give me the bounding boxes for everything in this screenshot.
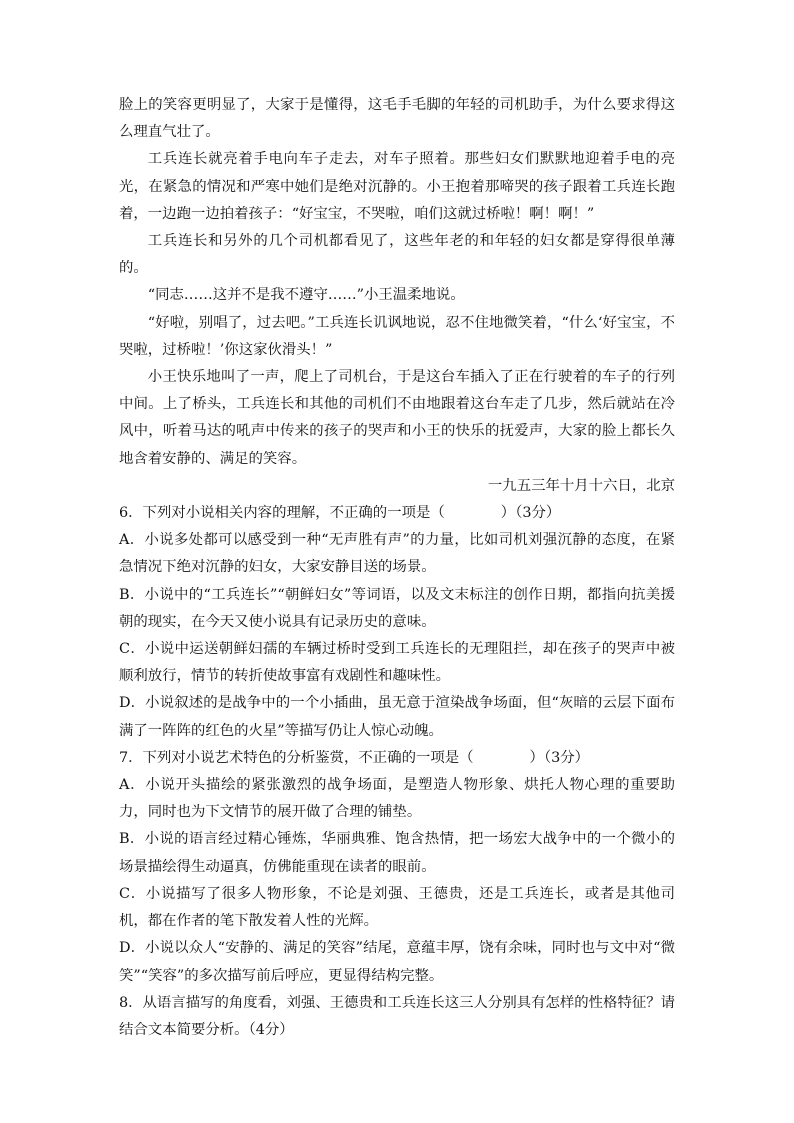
question-6-stem [119,500,675,527]
question-7-stem [119,745,675,772]
question-7-stem-text: 7．下列对小说艺术特色的分析鉴赏，不正确的一项是（ [119,749,474,766]
question-6-option-d: D．小说叙述的是战争中的一个小插曲，虽无意于渲染战争场面，但“灰暗的云层下面布满了一阵阵的红色的火星”等描写仍让人惊心动魄。 [119,695,675,739]
story-paragraph-5: “好啦，别唱了，过去吧。”工兵连长讥讽地说，忍不住地微笑着，“什么‘好宝宝，不哭啦，过桥啦！’你这家伙滑头！” [119,314,675,358]
story-paragraph-3: 工兵连长和另外的几个司机都看见了，这些年老的和年轻的妇女都是穿得很单薄的。 [119,233,675,277]
question-7 [119,745,675,990]
story-paragraph-4: “同志……这并不是我不遵守……”小王温柔地说。 [147,287,465,304]
question-7-option-b: B．小说的语言经过精心锤炼，华丽典雅、饱含热情，把一场宏大战争中的一个微小的场景描绘得生动逼真，仿佛能重现在读者的眼前。 [119,831,675,875]
story-paragraph-1: 脸上的笑容更明显了，大家于是懂得，这毛手毛脚的年轻的司机助手，为什么要求得这么理直气壮了。 [119,97,675,141]
question-6-stem-text: 6．下列对小说相关内容的理解，不正确的一项是（ [119,505,445,522]
question-6-option-b: B．小说中的“工兵连长”“朝鲜妇女”等词语，以及文末标注的创作日期，都指向抗美援朝的现实，在今天又使小说具有记录历史的意味。 [119,586,675,630]
question-6-option-a: A．小说多处都可以感受到一种“无声胜有声”的力量，比如司机刘强沉静的态度，在紧急情况下绝对沉静的妇女，大家安静目送的场景。 [119,532,675,576]
question-7-option-c: C．小说描写了很多人物形象，不论是刘强、王德贵，还是工兵连长，或者是其他司机，都在作者的笔下散发着人性的光辉。 [119,885,675,930]
question-8 [119,990,675,1044]
question-8-text: 8．从语言描写的角度看，刘强、王德贵和工兵连长这三人分别具有怎样的性格特征？请结合文本简要分析。（4分） [119,994,676,1038]
story-paragraph-6: 小王快乐地叫了一声，爬上了司机台，于是这台车插入了正在行驶着的车子的行列中间。上了桥头，工兵连长和其他的司机们不由地跟着这台车走了几步，然后就站在冷风中，听着马达的吼声中传来的孩子的哭声和小王的快乐的抚爱声，大家的脸上都长久地含着安静的、满足的笑容。 [119,369,675,467]
question-6-score: ）（3分） [500,505,561,522]
question-6-option-c: C．小说中运送朝鲜妇孺的车辆过桥时受到工兵连长的无理阻拦，却在孩子的哭声中被顺利放行，情节的转折使故事富有戏剧性和趣味性。 [119,641,675,685]
question-7-score: ）（3分） [529,749,590,766]
story-dateline: 一九五三年十月十六日，北京 [487,477,675,494]
story-paragraph-2: 工兵连长就亮着手电向车子走去，对车子照着。那些妇女们默默地迎着手电的亮光，在紧急的情况和严寒中她们是绝对沉静的。小王抱着那啼哭的孩子跟着工兵连长跑着，一边跑一边拍着孩子：“好宝宝，不哭啦，咱们这就过桥啦！啊！啊！” [119,151,675,222]
question-7-option-a: A．小说开头描绘的紧张激烈的战争场面，是塑造人物形象、烘托人物心理的重要助力，同时也为下文情节的展开做了合理的铺垫。 [119,777,675,821]
question-6 [119,500,675,745]
exam-page [119,92,675,1044]
question-7-option-d: D．小说以众人“安静的、满足的笑容”结尾，意蕴丰厚，饶有余味，同时也与文中对“微笑”“笑容”的多次描写前后呼应，更显得结构完整。 [119,940,675,984]
